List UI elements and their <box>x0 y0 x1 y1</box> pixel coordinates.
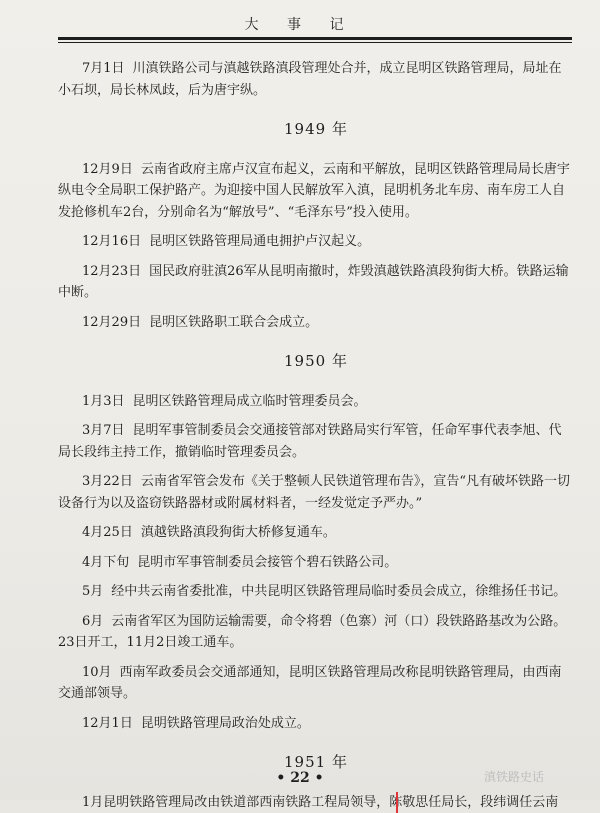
entry-date: 1月3日 <box>82 394 125 409</box>
entry-date: 12月1日 <box>82 716 133 731</box>
header-rule-thick <box>58 37 572 40</box>
entry-paragraph <box>58 471 574 514</box>
entry-paragraph <box>58 58 574 101</box>
year-heading-1950: 1950 年 <box>58 351 574 373</box>
entry-date: 3月22日 <box>82 474 133 489</box>
entry-paragraph <box>58 581 574 603</box>
entry-paragraph <box>58 420 574 463</box>
entry-text: 陈敬思任局长，段纬调任云南 <box>389 795 558 810</box>
entry-paragraph <box>58 522 574 544</box>
entry-text: 昆明区铁路职工联合会成立。 <box>149 315 318 330</box>
entry-text: 云南省军管会发布《关于整顿人民铁道管理布告》，宣告“凡有破坏铁路一切设备行为以及盗窃铁路器材或附属材料者，一经发觉定予严办。” <box>58 474 570 511</box>
page-number: • 22 • <box>0 770 600 786</box>
entry-text: 云南省军区为国防运输需要，命令将碧（色寨）河（口）段铁路路基改为公路。23日开工，11月2日竣工通车。 <box>58 614 566 651</box>
header-rule-thin <box>58 42 572 43</box>
entry-text: 经中共云南省委批准，中共昆明区铁路管理局临时委员会成立，徐维扬任书记。 <box>111 584 566 599</box>
entry-text: 昆明军事管制委员会交通接管部对铁路局实行军管，任命军事代表李旭、代局长段纬主持工作，撤销临时管理委员会。 <box>58 423 562 460</box>
running-header: 大 事 记 <box>0 14 600 34</box>
year-heading-1949: 1949 年 <box>58 119 574 141</box>
entry-paragraph <box>58 713 574 735</box>
entry-text: 川滇铁路公司与滇越铁路滇段管理处合并，成立昆明区铁路管理局，局址在小石坝，局长林凤歧，后为唐宇纵。 <box>58 61 562 98</box>
entry-text: 西南军政委员会交通部通知，昆明区铁路管理局改称昆明铁路管理局，由西南交通部领导。 <box>58 665 562 702</box>
entry-paragraph <box>58 261 574 304</box>
entry-paragraph <box>58 231 574 253</box>
entry-text: 滇越铁路滇段狗街大桥修复通车。 <box>141 525 336 540</box>
entry-paragraph <box>58 159 574 224</box>
entry-text: 国民政府驻滇26军从昆明南撤时，炸毁滇越铁路滇段狗街大桥。铁路运输中断。 <box>58 264 569 301</box>
entry-date: 12月9日 <box>82 162 133 177</box>
entry-paragraph <box>58 552 574 574</box>
entry-date: 12月23日 <box>82 264 141 279</box>
entry-text: 云南省政府主席卢汉宣布起义，云南和平解放，昆明区铁路管理局局长唐宇纵电令全局职工保护路产。为迎接中国人民解放军入滇，昆明机务北车房、南车房工人自发抢修机车2台，分别命名为“解放号”、“毛泽东号”投入使用。 <box>58 162 570 220</box>
entry-date: 10月 <box>82 665 112 680</box>
highlighted-text: 昆明铁路管理局改由铁道部西南铁路工程局领导， <box>103 795 389 810</box>
document-body <box>58 58 574 813</box>
entry-date: 5月 <box>82 584 103 599</box>
year-heading-1951: 1951 年 <box>58 752 574 774</box>
entry-date: 7月1日 <box>82 61 125 76</box>
entry-date: 12月16日 <box>82 234 141 249</box>
watermark-text: 滇铁路史话 <box>484 768 544 785</box>
entry-text: 昆明市军事管制委员会接管个碧石铁路公司。 <box>137 555 397 570</box>
entry-date: 12月29日 <box>82 315 141 330</box>
entry-text: 昆明区铁路管理局通电拥护卢汉起义。 <box>149 234 370 249</box>
entry-date: 6月 <box>82 614 103 629</box>
entry-date: 3月7日 <box>82 423 125 438</box>
entry-paragraph <box>58 662 574 705</box>
entry-text: 昆明区铁路管理局成立临时管理委员会。 <box>133 394 367 409</box>
entry-paragraph <box>58 391 574 413</box>
entry-date: 4月下旬 <box>82 555 129 570</box>
entry-paragraph <box>58 312 574 334</box>
entry-paragraph-highlighted <box>58 792 574 813</box>
red-highlight-box <box>58 792 398 813</box>
entry-paragraph <box>58 611 574 654</box>
entry-date: 4月25日 <box>82 525 133 540</box>
entry-text: 昆明铁路管理局政治处成立。 <box>141 716 310 731</box>
entry-date: 1月 <box>82 795 103 810</box>
